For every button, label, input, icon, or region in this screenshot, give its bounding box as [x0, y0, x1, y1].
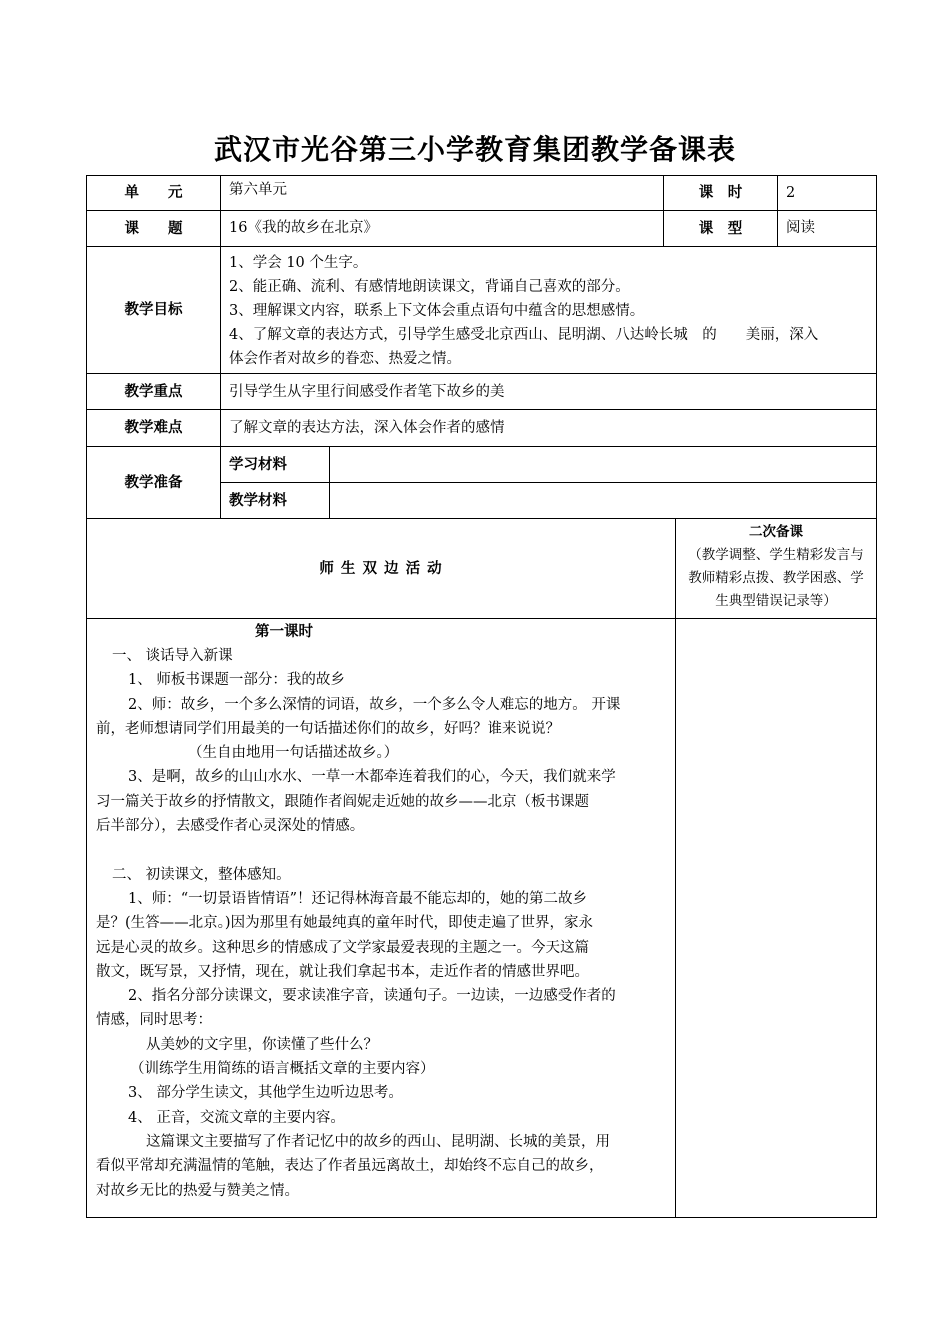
- study-material-value: [338, 447, 868, 482]
- secondary-prep-title: 二次备课: [749, 524, 803, 540]
- page-title: 武汉市光谷第三小学教育集团教学备课表: [213, 133, 736, 166]
- teach-material-label: 教学材料: [229, 493, 287, 509]
- content-line: 习一篇关于故乡的抒情散文，跟随作者阎妮走近她的故乡——北京（板书课题: [96, 793, 589, 810]
- content-line: 2、师：故乡，一个多么深情的词语，故乡，一个多么令人难忘的地方。 开课: [128, 696, 621, 713]
- section-heading: 二、 初读课文，整体感知。: [112, 866, 291, 883]
- difficulty-value: 了解文章的表达方法，深入体会作者的感情: [229, 420, 505, 436]
- lesson-content: [96, 644, 671, 1214]
- content-line: 情感，同时思考：: [96, 1012, 212, 1029]
- hours-label: 课 时: [698, 185, 743, 201]
- hours-value: 2: [786, 185, 796, 201]
- blank-line: [96, 838, 671, 862]
- secondary-prep: [676, 519, 876, 618]
- content-line: 这篇课文主要描写了作者记忆中的故乡的西山、昆明湖、长城的美景，用: [146, 1133, 610, 1150]
- goal-line: 1、学会 10 个生字。: [229, 255, 368, 271]
- content-line: 看似平常却充满温情的笔触，表达了作者虽远离故土，却始终不忘自己的故乡，: [96, 1158, 604, 1175]
- content-line: 从美妙的文字里，你读懂了些什么？: [146, 1036, 378, 1053]
- goals-label: 教学目标: [124, 302, 183, 318]
- content-line: 前，老师想请同学们用最美的一句话描述你们的故乡，好吗？谁来说说？: [96, 720, 560, 737]
- content-line: 1、师：“一切景语皆情语”！还记得林海音最不能忘却的，她的第二故乡: [128, 890, 588, 907]
- type-value: 阅读: [786, 220, 815, 236]
- topic-label: 课 题: [124, 220, 183, 237]
- study-material-label: 学习材料: [229, 457, 287, 473]
- content-line: 远是心灵的故乡。这种思乡的情感成了文学家最爱表现的主题之一。今天这篇: [96, 939, 589, 956]
- prep-label: 教学准备: [124, 474, 183, 491]
- content-line: 1、 师板书课题一部分：我的故乡: [128, 672, 345, 689]
- content-line: （生自由地用一句话描述故乡。）: [188, 745, 399, 762]
- goals-list: [229, 251, 874, 371]
- activity-header: 师 生 双 边 活 动: [319, 560, 443, 577]
- content-line: 2、指名分部分读课文，要求读准字音，读通句子。一边读，一边感受作者的: [128, 988, 616, 1005]
- content-line: 是？(生答——北京。)因为那里有她最纯真的童年时代，即使走遍了世界，家永: [96, 915, 594, 932]
- goal-line: 4、了解文章的表达方式，引导学生感受北京西山、昆明湖、八达岭长城 的 美丽，深入: [229, 327, 819, 343]
- content-line: 散文，既写景，又抒情，现在，就让我们拿起书本，走近作者的情感世界吧。: [96, 963, 589, 980]
- content-line: 3、 部分学生读文，其他学生边听边思考。: [128, 1085, 403, 1102]
- focus-label: 教学重点: [124, 383, 183, 400]
- content-line: 3、是啊，故乡的山山水水、一草一木都牵连着我们的心，今天，我们就来学: [128, 769, 616, 786]
- goal-line: 体会作者对故乡的眷恋、热爱之情。: [229, 351, 461, 367]
- section-heading: 一、 谈话导入新课: [112, 648, 233, 664]
- topic-value: 16《我的故乡在北京》: [229, 220, 378, 236]
- content-line: （训练学生用简练的语言概括文章的主要内容）: [130, 1061, 435, 1078]
- period-title: 第一课时: [255, 624, 313, 640]
- teach-material-value: [338, 483, 868, 518]
- secondary-prep-note: 生典型错误记录等）: [715, 593, 837, 609]
- difficulty-label: 教学难点: [124, 420, 183, 436]
- focus-value: 引导学生从字里行间感受作者笔下故乡的美: [229, 384, 505, 400]
- goal-line: 2、能正确、流利、有感情地朗读课文，背诵自己喜欢的部分。: [229, 279, 630, 295]
- content-line: 4、 正音，交流文章的主要内容。: [128, 1109, 345, 1126]
- unit-value: 第六单元: [229, 182, 287, 198]
- type-label: 课 型: [698, 220, 743, 237]
- secondary-prep-note: 教师精彩点拨、教学困惑、学: [688, 570, 864, 586]
- goal-line: 3、理解课文内容，联系上下文体会重点语句中蕴含的思想感情。: [229, 303, 645, 319]
- content-line: 对故乡无比的热爱与赞美之情。: [96, 1182, 299, 1199]
- content-line: 后半部分），去感受作者心灵深处的情感。: [96, 818, 365, 835]
- unit-label: 单 元: [124, 185, 183, 201]
- secondary-prep-note: （教学调整、学生精彩发言与: [688, 547, 864, 563]
